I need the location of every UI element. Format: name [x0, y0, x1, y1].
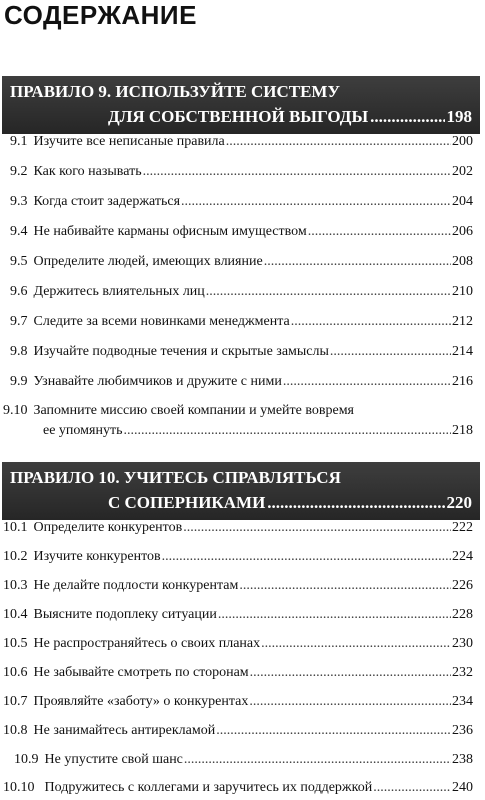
toc-entry[interactable]: [0, 752, 473, 768]
leader-dots: [261, 636, 451, 652]
leader-dots: [143, 164, 451, 180]
entry-title: Определите конкурентов: [33, 520, 183, 535]
entry-title: Не забывайте смотреть по сторонам: [33, 665, 249, 680]
entry-number: 10.3: [3, 578, 28, 593]
entry-page-number: 218: [452, 423, 473, 438]
entry-title: Изучите конкурентов: [33, 549, 161, 564]
toc-entry[interactable]: [0, 134, 473, 150]
entry-number: 9.2: [10, 164, 28, 179]
entry-number: 10.10: [3, 780, 35, 795]
leader-dots: [250, 665, 451, 681]
entry-title: Когда стоит задержаться: [33, 194, 181, 209]
toc-entry[interactable]: [0, 194, 473, 210]
chapter-title-line1: ПРАВИЛО 10. УЧИТЕСЬ СПРАВЛЯТЬСЯ: [10, 468, 341, 487]
entry-page-number: 210: [452, 284, 473, 299]
chapter-title-line1: ПРАВИЛО 9. ИСПОЛЬЗУЙТЕ СИСТЕМУ: [10, 82, 340, 101]
entry-number: 9.5: [10, 254, 28, 269]
entry-title: Не делайте подлости конкурентам: [33, 578, 239, 593]
chapter-title-line2: С СОПЕРНИКАМИ: [108, 493, 266, 512]
entry-number: 10.7: [3, 694, 28, 709]
leader-dots: [162, 549, 451, 565]
toc-entry[interactable]: [0, 665, 473, 681]
entry-page-number: 230: [452, 636, 473, 651]
toc-entry[interactable]: [0, 403, 473, 439]
entry-page-number: 224: [452, 549, 473, 564]
entry-title-continued: ее упомянуть: [43, 423, 123, 438]
toc-entry[interactable]: [0, 723, 473, 739]
entry-page-number: 208: [452, 254, 473, 269]
page-title: СОДЕРЖАНИЕ: [4, 0, 197, 30]
entry-page-number: 238: [452, 752, 473, 767]
entry-title: Не упустите свой шанс: [44, 752, 183, 767]
entry-number: 10.8: [3, 723, 28, 738]
leader-dots: [373, 780, 451, 796]
leader-dots: [216, 723, 451, 739]
leader-dots: [226, 134, 451, 150]
toc-entry[interactable]: [0, 578, 473, 594]
entry-page-number: 202: [452, 164, 473, 179]
entry-page-number: 212: [452, 314, 473, 329]
entry-title: Запомните миссию своей компании и умейте вовремя: [33, 403, 354, 418]
entry-page-number: 236: [452, 723, 473, 738]
leader-dots: [183, 520, 451, 536]
toc-entry[interactable]: [0, 549, 473, 565]
chapter-banner-rule-9[interactable]: [2, 76, 480, 134]
chapter-banner-rule-10[interactable]: [2, 462, 480, 520]
leader-dots: [264, 254, 451, 270]
entry-number: 10.5: [3, 636, 28, 651]
entry-number: 9.3: [10, 194, 28, 209]
entry-title: Как кого называть: [33, 164, 142, 179]
entry-title: Не распространяйтесь о своих планах: [33, 636, 261, 651]
entry-page-number: 228: [452, 607, 473, 622]
entry-page-number: 234: [452, 694, 473, 709]
entry-number: 10.4: [3, 607, 28, 622]
entry-number: 9.6: [10, 284, 28, 299]
leader-dots: [249, 694, 451, 710]
toc-entry[interactable]: [0, 607, 473, 623]
entry-title: Определите людей, имеющих влияние: [33, 254, 263, 269]
entry-page-number: 240: [452, 780, 473, 795]
entry-title: Подружитесь с коллегами и заручитесь их поддержкой: [44, 780, 373, 795]
leader-dots: [206, 284, 451, 300]
chapter-title-line2: ДЛЯ СОБСТВЕННОЙ ВЫГОДЫ: [108, 107, 369, 126]
entry-title: Изучите все неписаные правила: [33, 134, 225, 149]
entry-page-number: 226: [452, 578, 473, 593]
entry-number: 9.1: [10, 134, 28, 149]
chapter-page-number: 220: [446, 493, 472, 512]
toc-entry[interactable]: [0, 164, 473, 180]
toc-entry[interactable]: [0, 374, 473, 390]
toc-entry[interactable]: [0, 284, 473, 300]
leader-dots: [184, 752, 451, 768]
entry-number: 9.7: [10, 314, 28, 329]
entry-title: Проявляйте «заботу» о конкурентах: [33, 694, 249, 709]
leader-dots: [370, 107, 444, 127]
toc-entry[interactable]: [0, 520, 473, 536]
leader-dots: [330, 344, 451, 360]
leader-dots: [181, 194, 451, 210]
entry-title: Следите за всеми новинками менеджмента: [33, 314, 290, 329]
leader-dots: [308, 224, 451, 240]
toc-entry[interactable]: [0, 780, 473, 796]
entry-title: Не занимайтесь антирекламой: [33, 723, 216, 738]
entry-page-number: 216: [452, 374, 473, 389]
toc-entry[interactable]: [0, 694, 473, 710]
entry-page-number: 222: [452, 520, 473, 535]
entry-number: 9.10: [3, 403, 28, 418]
leader-dots: [267, 493, 444, 513]
entry-number: 9.4: [10, 224, 28, 239]
toc-entry[interactable]: [0, 224, 473, 240]
entry-title: Изучайте подводные течения и скрытые замыслы: [33, 344, 329, 359]
entry-page-number: 206: [452, 224, 473, 239]
entry-title: Не набивайте карманы офисным имуществом: [33, 224, 307, 239]
entry-number: 10.2: [3, 549, 28, 564]
entry-title: Узнавайте любимчиков и дружите с ними: [33, 374, 282, 389]
entry-number: 9.8: [10, 344, 28, 359]
toc-entry[interactable]: [0, 314, 473, 330]
leader-dots: [218, 607, 451, 623]
toc-entry[interactable]: [0, 344, 473, 360]
chapter-page-number: 198: [446, 107, 472, 126]
entry-page-number: 232: [452, 665, 473, 680]
toc-entry[interactable]: [0, 636, 473, 652]
entry-title: Держитесь влиятельных лиц: [33, 284, 205, 299]
entry-number: 10.1: [3, 520, 28, 535]
entry-page-number: 200: [452, 134, 473, 149]
entry-number: 10.6: [3, 665, 28, 680]
leader-dots: [123, 423, 451, 439]
entry-page-number: 214: [452, 344, 473, 359]
entry-page-number: 204: [452, 194, 473, 209]
leader-dots: [283, 374, 451, 390]
entry-number: 9.9: [10, 374, 28, 389]
leader-dots: [291, 314, 451, 330]
entry-title: Выясните подоплеку ситуации: [33, 607, 217, 622]
entry-number: 10.9: [14, 752, 39, 767]
toc-entry[interactable]: [0, 254, 473, 270]
leader-dots: [239, 578, 451, 594]
